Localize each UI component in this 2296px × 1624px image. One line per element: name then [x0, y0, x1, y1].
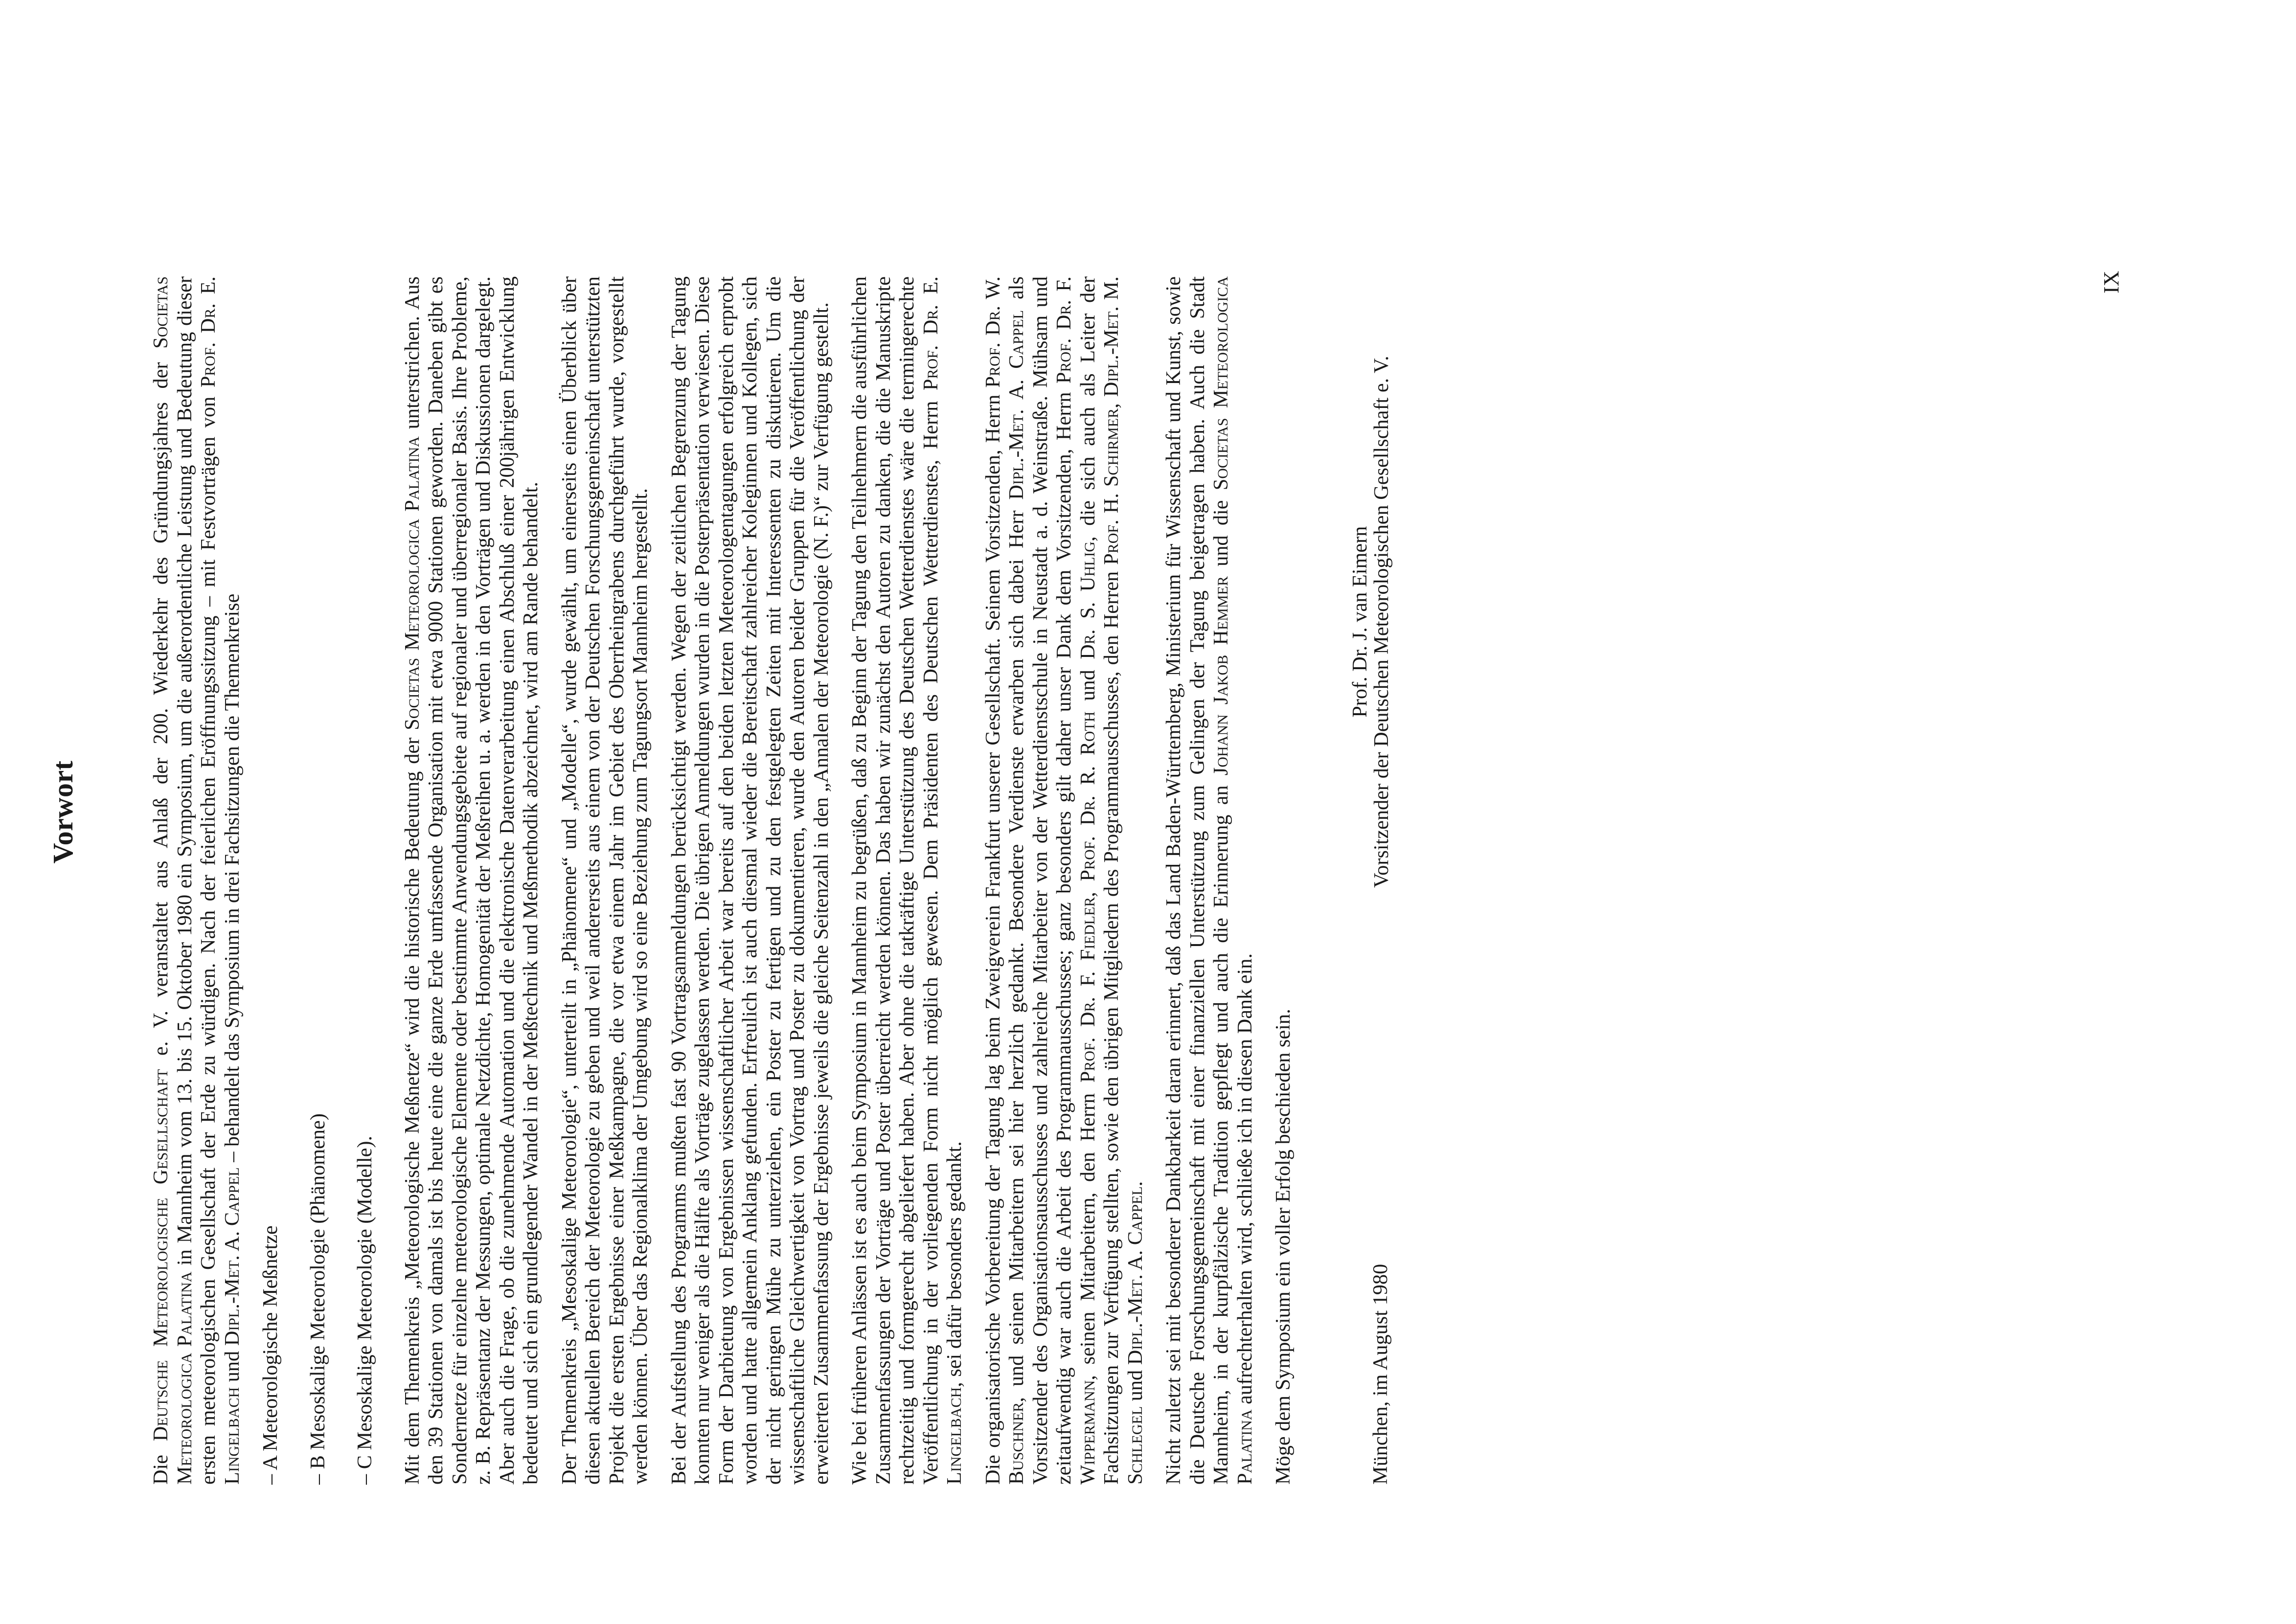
person-name: Dipl.-Met. A. Cappel [1005, 310, 1028, 500]
mesoskalig-paragraph: Der Themenkreis „Mesoskalige Meteorologie“, unterteilt in „Phänomene“ und „Modelle“, wurde gewählt, um einerseits einen Überblick über diesen aktuellen Bereich der Meteorologie zu geben und weil andererseits aus einem von der Deutschen Forschungsgemeinschaft unterstützten Projekt die ersten Ergebnisse einer Meßkampagne, die vor etwa einem Jahr im Gebiet des Oberrheingrabens durchgeführt wurde, vorgestellt werden können. Über das Regionalklima der Umgebung wird so eine Beziehung zum Tagungsort Mannheim hergestellt. [557, 276, 652, 1485]
place-date: München, im August 1980 [1368, 1263, 1392, 1485]
fruehere-paragraph: Wie bei früheren Anlässen ist es auch beim Symposium in Mannheim zu begrüßen, daß zu Beginn der Tagung den Teilnehmern die ausführlichen Zusammenfassungen der Vorträge und Poster überreicht werden können. Das haben wir zunächst den Autoren zu danken, die die Manuskripte rechtzeitig und formgerecht abgeliefert haben. Aber ohne die tatkräftige Unterstützung des Deutschen Wetterdienstes wäre die termingerechte Veröffentlichung in der vorliegenden Form nicht möglich gewesen. Dem Präsidenten des Deutschen Wetterdienstes, Herrn Prof. Dr. E. Lingelbach, sei dafür besonders gedankt. [848, 276, 966, 1485]
messnetze-paragraph: Mit dem Themenkreis „Meteorologische Meßnetze“ wird die historische Bedeutung der Societas Meteorologica Palatina unterstrichen. Aus den 39 Stationen von damals ist bis heute eine die ganze Erde umfassende Organisation mit etwa 9000 Stationen geworden. Daneben gibt es Sondernetze für einzelne meteorologische Elemente oder bestimmte Anwendungsgebiete auf regionaler und überregionaler Basis. Ihre Probleme, z. B. Repräsentanz der Messungen, optimale Netzdichte, Homogenität der Meßreihen u. a. werden in den Vorträgen und Diskussionen dargelegt. Aber auch die Frage, ob die zunehmende Automation und die elektronische Datenverarbeitung einen Abschluß einer 200jährigen Entwicklung bedeutet und sich ein grundlegender Wandel in der Meßtechnik und Meßmethodik abzeichnet, wird am Rande behandelt. [400, 276, 542, 1485]
society-name: Societas Meteorologica Palatina [149, 276, 196, 1485]
theme-item: – C Mesoskalige Meteorologie (Modelle). [353, 1135, 376, 1485]
person-name: Prof. Dr. E. Lingelbach [197, 276, 244, 1485]
society-name: Societas Meteorologica Palatina [1209, 276, 1256, 1485]
person-name: Prof. H. Schirmer [1100, 408, 1123, 565]
signatory-name: Prof. Dr. J. van Eimern [1348, 526, 1371, 718]
vorbereitung-paragraph: Die organisatorische Vorbereitung der Tagung lag beim Zweigverein Frankfurt unserer Gesellschaft. Seinem Vorsitzenden, Herrn Prof. Dr. W. Buschner, und seinen Mitarbeitern sei hier herzlich gedankt. Besondere Verdienste erwarben sich dabei Herr Dipl.-Met. A. Cappel als Vorsitzender des Organisationsausschusses und zahlreiche Mitarbeiter von der Wetterdienstschule in Neustadt a. d. Weinstraße. Mühsam und zeitaufwendig war auch die Arbeit des Programmausschusses; ganz besonders gilt daher unser Dank dem Vorsitzenden, Herrn Prof. Dr. F. Wippermann, seinen Mitarbeitern, den Herrn Prof. Dr. F. Fiedler, Prof. Dr. R. Roth und Dr. S. Uhlig, die sich auch als Leiter der Fachsitzungen zur Verfügung stellten, sowie den übrigen Mitgliedern des Programmausschusses, den Herren Prof. H. Schirmer, Dipl.-Met. M. Schlegel und Dipl.-Met. A. Cappel. [981, 276, 1147, 1485]
theme-item: – A Meteorologische Meßnetze [259, 1225, 282, 1485]
signature-block [1349, 276, 1408, 1485]
theme-list [259, 276, 377, 1485]
intro-paragraph: Die Deutsche Meteorologische Gesellschaft e. V. veranstaltet aus Anlaß der 200. Wiederkehr des Gründungsjahres der Societas Meteorologica Palatina in Mannheim vom 13. bis 15. Oktober 1980 ein Symposium, um die außerordentliche Leistung und Bedeutung dieser ersten meteorologischen Gesellschaft der Erde zu würdigen. Nach der feierlichen Eröffnungssitzung – mit Festvorträgen von Prof. Dr. E. Lingelbach und Dipl.-Met. A. Cappel – behandelt das Symposium in drei Fachsitzungen die Themenkreise [149, 276, 244, 1485]
person-name: Prof. Dr. E. Lingelbach [919, 276, 966, 1485]
page-title: Vorwort [47, 760, 79, 864]
person-name: Dipl.-Met. A. Cappel [1123, 1186, 1147, 1365]
person-name: Dipl.-Met. M. Schlegel [1100, 276, 1147, 1485]
person-name: Prof. Dr. W. Buschner [981, 276, 1028, 1485]
theme-item: – B Mesoskalige Meteorologie (Phänomene) [306, 1113, 329, 1485]
signatory [1349, 356, 1392, 888]
person-name: Dipl.-Met. A. Cappel [220, 1167, 244, 1346]
person-name: Prof. Dr. F. Wippermann [1052, 276, 1099, 1485]
society-name: Societas Meteorologica Palatina [400, 436, 424, 730]
dank-paragraph: Nicht zuletzt sei mit besonderer Dankbarkeit daran erinnert, daß das Land Baden-Württemberg, Ministerium für Wissenschaft und Kunst, sowie die Deutsche Forschungsgemeinschaft mit einer finanziellen Unterstützung zum Gelingen der Tagung beigetragen haben. Auch die Stadt Mannheim, in der kurpfälzische Tradition gepflegt und auch die Erinnerung an Johann Jakob Hemmer und die Societas Meteorologica Palatina aufrechterhalten wird, schließe ich in diesen Dank ein. [1162, 276, 1256, 1485]
page-number: IX [2099, 271, 2123, 293]
society-name: Deutsche Meteorologische Gesellschaft [149, 1069, 172, 1442]
wunsch-paragraph: Möge dem Symposium ein voller Erfolg beschieden sein. [1272, 1009, 1295, 1485]
preface-body [149, 276, 1408, 1485]
person-name: Johann Jakob Hemmer [1209, 576, 1232, 776]
person-name: Dr. S. Uhlig [1076, 541, 1099, 659]
programm-paragraph: Bei der Aufstellung des Programms mußten fast 90 Vortragsanmeldungen berücksichtigt werden. Wegen der zeitlichen Begrenzung der Tagung konnten nur weniger als die Hälfte als Vorträge zugelassen werden. Die übrigen Anmeldungen wurden in die Posterpräsentation verwiesen. Diese Form der Darbietung von Ergebnissen wissenschaftlicher Arbeit war bereits auf den beiden letzten Meteorologentagungen erfolgreich erprobt worden und hatte allgemein Anklang gefunden. Erfreulich ist auch diesmal wieder die Bereitschaft zahlreicher Koleginnen und Kollegen, sich der nicht geringen Mühe zu unterziehen, ein Poster zu fertigen und zu den festgelegten Zeiten mit Interessenten zu diskutieren. Um die wissenschaftliche Gleichwertigkeit von Vortrag und Poster zu dokumentieren, wurde den Autoren beider Gruppen für die Veröffentlichung der erweiterten Zusammenfassung der Ergebnisse jeweils die gleiche Seitenzahl in den „Annalen der Meteorologie (N. F.)“ zur Verfügung gestellt. [667, 276, 833, 1485]
person-name: Prof. Dr. F. Fiedler [1076, 897, 1099, 1083]
person-name: Prof. Dr. R. Roth [1076, 711, 1099, 881]
signatory-role: Vorsitzender der Deutschen Meteorologischen Gesellschaft e. V. [1369, 356, 1393, 888]
